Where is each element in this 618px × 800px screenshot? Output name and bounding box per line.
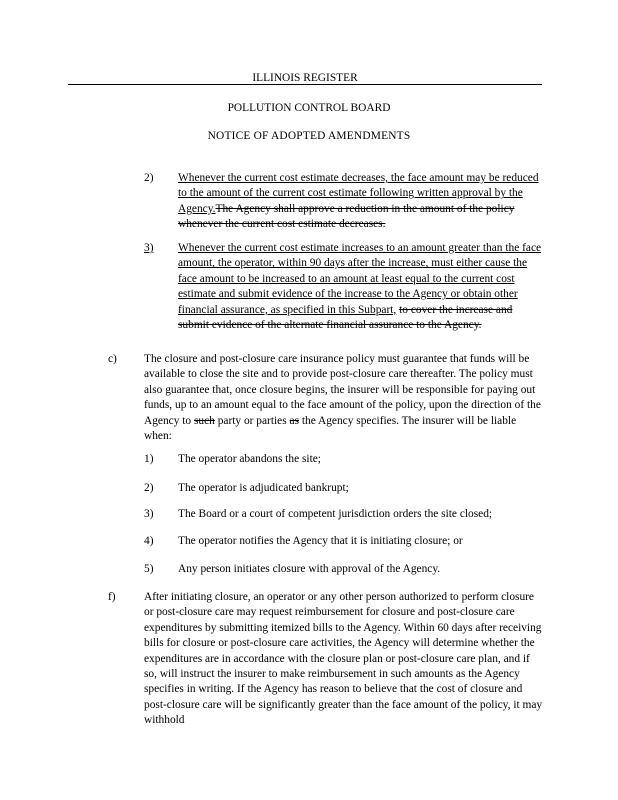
list-item-label: 1) [144,453,154,465]
item-2-label: 2) [144,172,154,184]
section-f-paragraph: After initiating closure, an operator or any other person authorized to perform closure or post-closure care may request reimbursement for closure and post-closure care expenditures by submitting itemized bills to the Agency. Within 60 days after receiving bills for closure or post-closure care activities, the Agency will determine whether the expenditures are in accordance with the closure plan or post-closure care plan, and if so, will instruct the insurer to make reimbursement in such amounts as the Agency specifies in writing. If the Agency has reason to believe that the cost of closure and post-closure care will be significantly greater than the face amount of the policy, it may withhold [144,591,543,727]
item-3-added-text: Whenever the current cost estimate increases to an amount greater than the face amount, the operator, within 90 days after the increase, must either cause the face amount to be increased to an amount at least equal to the current cost estimate and submit evidence of the increase to the Agency or obtain other financial assurance, as specified in this Subpart, [178,242,542,316]
board-title: POLLUTION CONTROL BOARD [227,102,391,114]
section-c-text-a: The closure and post-closure care insurance policy must guarantee that funds will be available to close the site and to provide post-closure care thereafter. The policy must also guarantee that, once closure begins, the insurer will be responsible for paying out funds, up to an amount equal to the face amount of the policy, upon the direction of the Agency to [144,353,541,427]
item-2-added-text: Whenever the current cost estimate decreases, the face amount may be reduced to the amount of the current cost estimate following written approval by the Agency. [178,172,539,215]
register-title: ILLINOIS REGISTER [252,72,358,84]
list-item-label: 2) [144,482,154,494]
item-3-struck-text: to cover the increase and submit evidence of the alternate financial assurance to the Agency. [178,303,513,332]
list-item-label: 5) [144,563,154,575]
list-item: Any person initiates closure with approval of the Agency. [178,563,441,575]
item-2-struck-text: The Agency shall approve a reduction in the amount of the policy whenever the current cost estimate decreases. [178,202,515,231]
item-3-label: 3) [144,242,154,254]
item-2-paragraph [178,171,544,233]
section-c-text-c: the Agency specifies. The insurer will be liable when: [144,414,517,443]
notice-title: NOTICE OF ADOPTED AMENDMENTS [207,130,411,142]
section-c-text-b: party or parties [214,414,290,427]
header-rule [68,84,542,85]
list-item-label: 4) [144,535,154,547]
section-c-label: c) [108,353,117,365]
list-item-label: 3) [144,508,154,520]
list-item: The operator notifies the Agency that it is initiating closure; or [178,535,463,547]
item-3-paragraph [178,241,544,333]
list-item: The operator abandons the site; [178,453,321,465]
section-c-struck-a: such [193,414,215,427]
section-c-paragraph [144,352,544,444]
section-c-struck-b: as [289,414,300,427]
section-f-label: f) [108,591,116,603]
list-item: The Board or a court of competent jurisdiction orders the site closed; [178,508,493,520]
list-item: The operator is adjudicated bankrupt; [178,482,349,494]
